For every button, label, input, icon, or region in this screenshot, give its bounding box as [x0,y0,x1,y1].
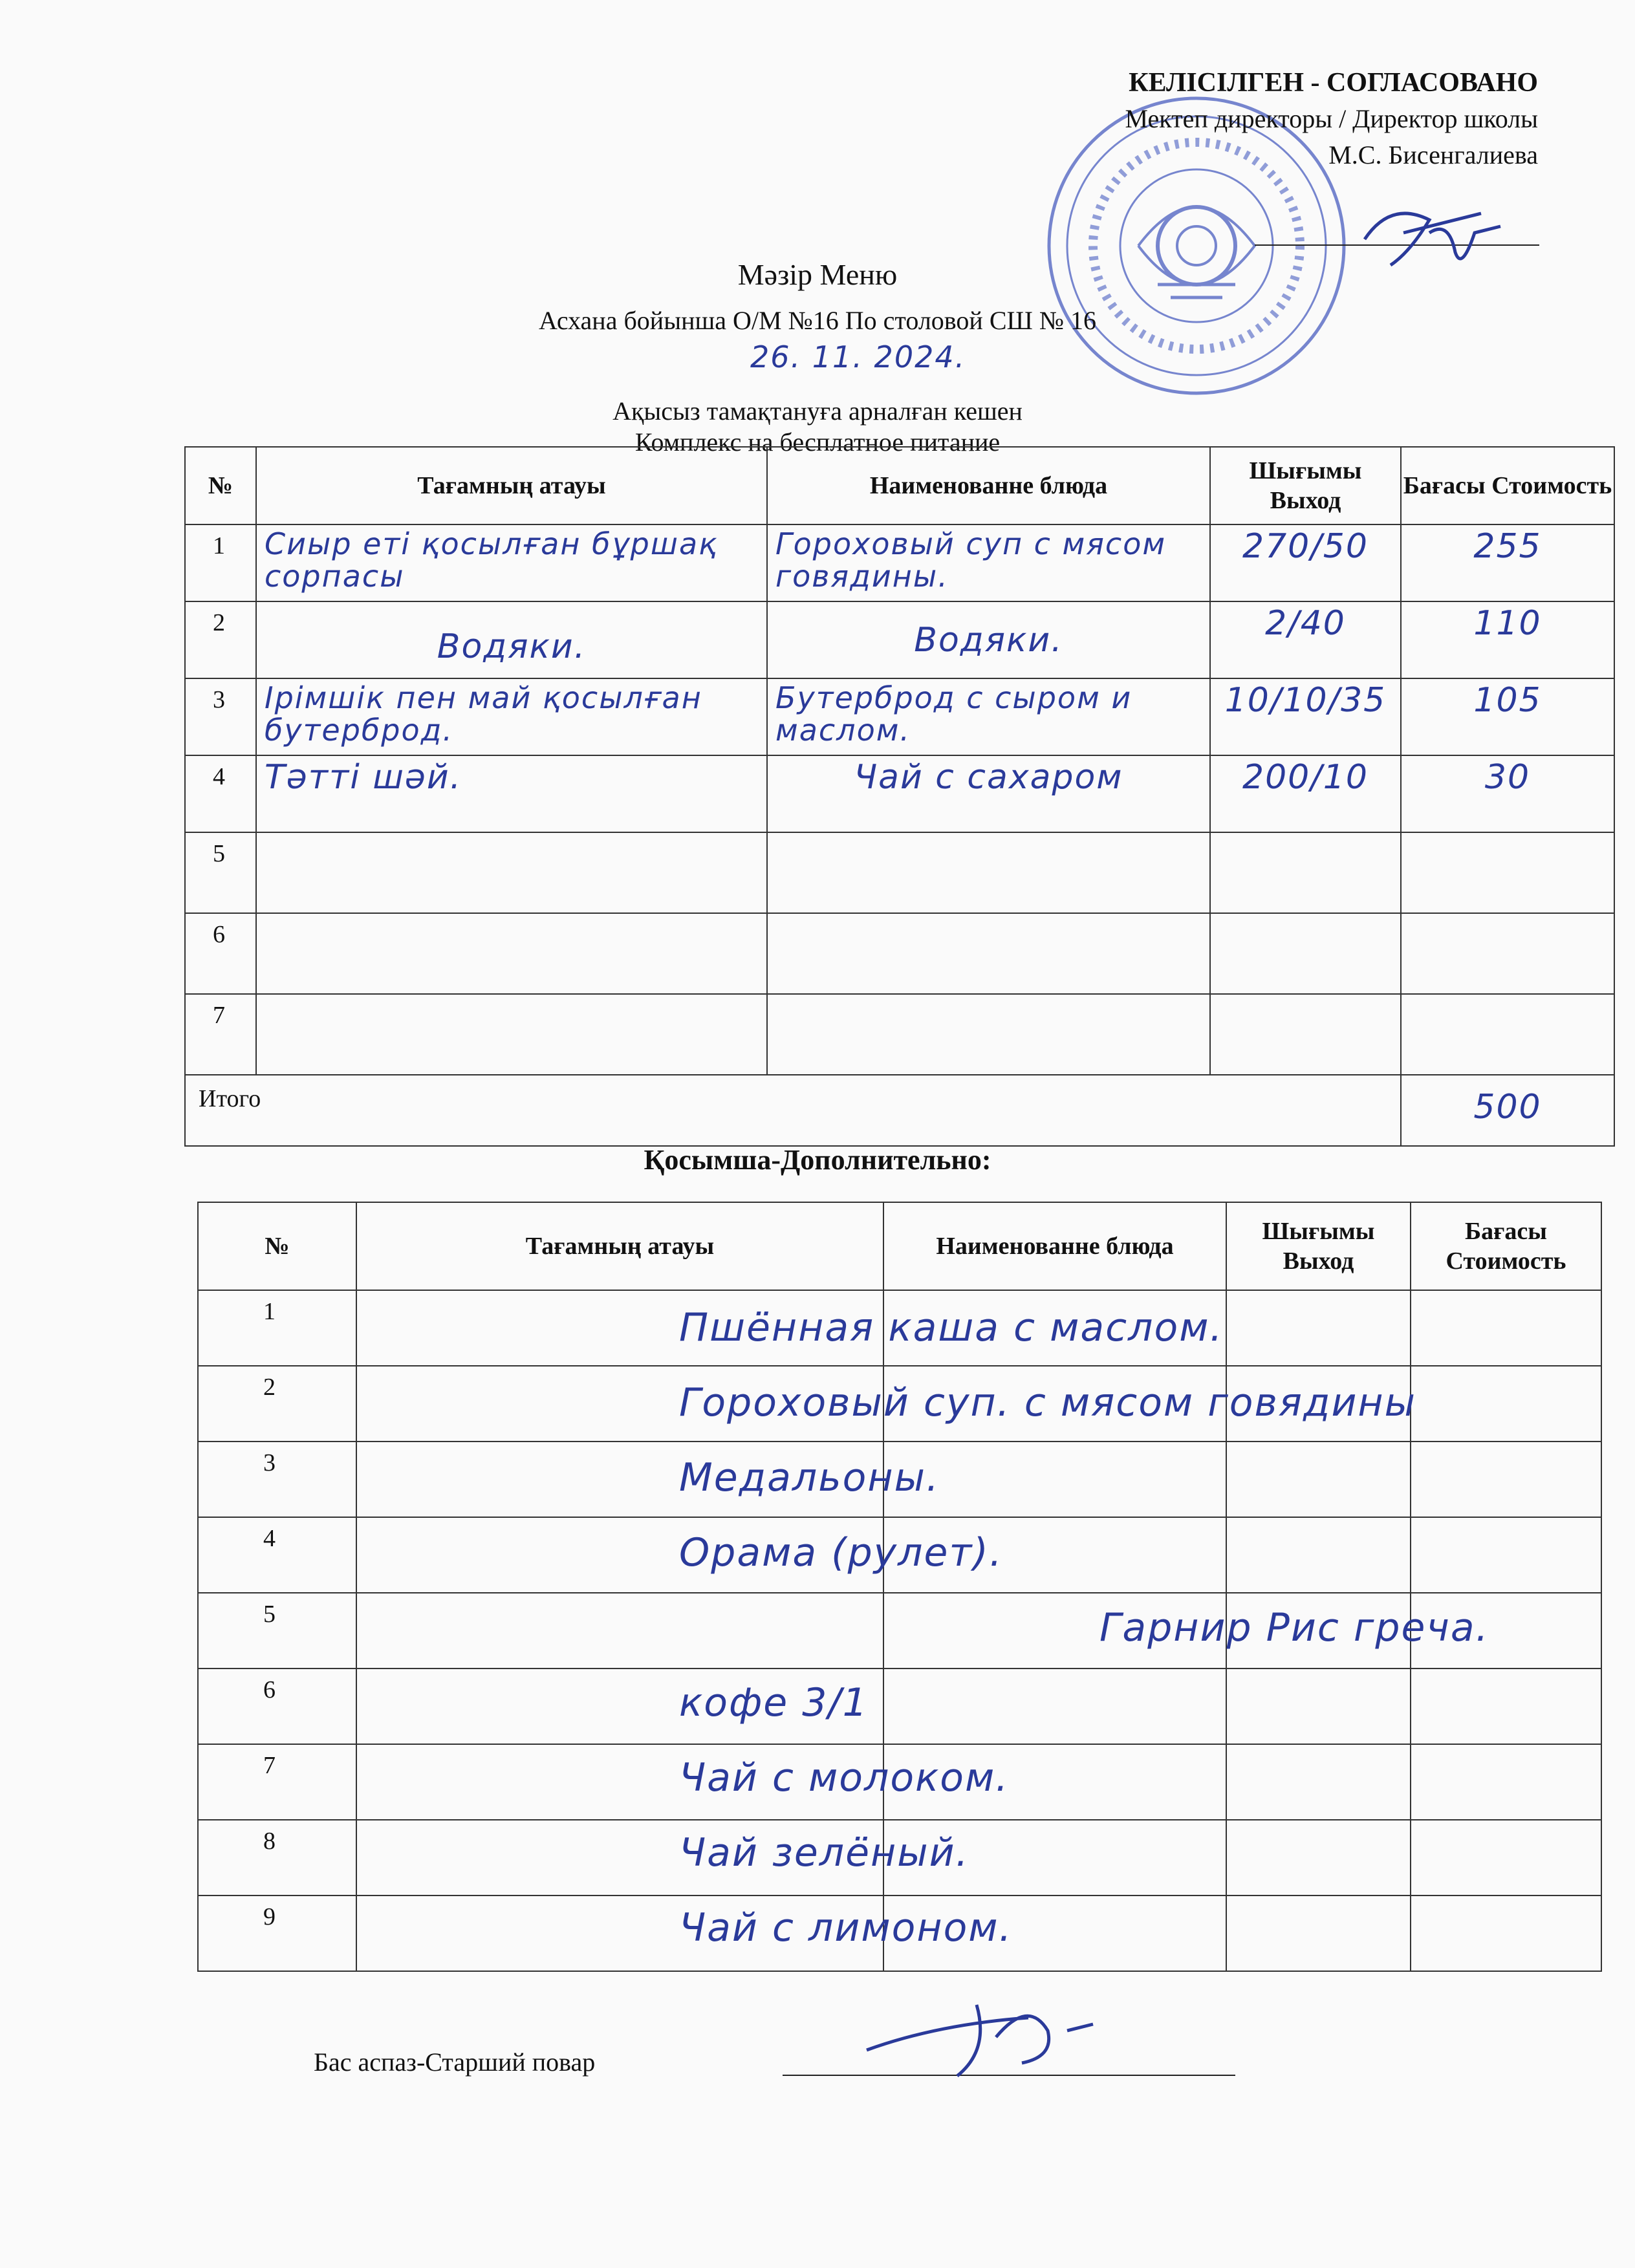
extra-item: Пшённая каша с маслом. [679,1305,1224,1350]
table-row [185,524,1614,601]
dish-price: 255 [1473,527,1542,566]
row-num: 6 [185,913,256,994]
row-num: 4 [198,1517,356,1593]
dish-name-kz: Ірімшік пен май қосылған бутерброд. [265,680,702,748]
dish-name-ru: Бутерброд с сыром и маслом. [775,680,1132,748]
row-num: 6 [198,1669,356,1744]
dish-output: 200/10 [1242,758,1369,797]
row-num: 4 [185,755,256,832]
extra-item: Гарнир Рис греча. [1099,1605,1489,1650]
row-num: 9 [198,1895,356,1971]
total-label: Итого [185,1075,1401,1146]
dish-name-ru: Гороховый суп с мясом говядины. [775,526,1167,594]
row-num: 1 [198,1290,356,1366]
complex-title-kz: Ақысыз тамақтануға арналған кешен [612,396,1023,426]
dish-output: 10/10/35 [1224,681,1387,720]
table-row [185,913,1614,994]
free-meal-table [184,446,1615,1147]
col-output: Шығымы Выход [1210,447,1401,524]
extra-item: Чай зелёный. [679,1830,969,1875]
extra-item: Гороховый суп. с мясом говядины [679,1380,1417,1425]
extra-items-handwritten [679,1290,1489,1965]
total-value: 500 [1473,1088,1542,1127]
row-num: 5 [185,832,256,913]
approval-position: Мектеп директоры / Директор школы [1125,104,1538,133]
dish-name-kz: Сиыр еті қосылған бұршақ сорпасы [265,526,718,594]
table-row [185,601,1614,678]
col-num: № [198,1202,356,1290]
row-num: 7 [185,994,256,1075]
row-num: 2 [185,601,256,678]
table-row [185,832,1614,913]
dish-name-ru: Чай с сахаром [854,758,1123,797]
col-num: № [185,447,256,524]
row-num: 5 [198,1593,356,1669]
dish-output: 2/40 [1265,604,1346,643]
dish-price: 110 [1473,604,1542,643]
extra-item: Чай с лимоном. [679,1905,1013,1950]
dish-price: 105 [1473,681,1542,720]
extra-item: Чай с молоком. [679,1755,1010,1800]
row-num: 3 [198,1442,356,1517]
row-num: 2 [198,1366,356,1442]
approval-name: М.С. Бисенгалиева [1328,140,1538,169]
chef-signature [860,1985,1132,2082]
col-price: Бағасы Стоимость [1411,1202,1601,1290]
row-num: 3 [185,678,256,755]
page-title: Мәзір Меню [737,258,898,291]
row-num: 7 [198,1744,356,1820]
dish-name-kz: Тәтті шәй. [265,758,462,797]
row-num: 1 [185,524,256,601]
approval-block [1125,65,1538,173]
chef-label: Бас аспаз-Старший повар [314,2047,596,2077]
page-subtitle: Асхана бойынша О/М №16 По столовой СШ № 16 [538,306,1097,335]
col-name-ru: Наименованне блюда [767,447,1210,524]
menu-date: 26. 11. 2024. [750,340,966,374]
col-output: Шығымы Выход [1226,1202,1411,1290]
col-name-kz: Тағамның атауы [256,447,767,524]
complex-title-ru: Комплекс на бесплатное питание [634,427,1001,457]
extra-section-title: Қосымша-Дополнительно: [644,1144,991,1176]
col-name-ru: Наименованне блюда [883,1202,1226,1290]
col-price: Бағасы Стоимость [1401,447,1614,524]
dish-price: 30 [1484,758,1531,797]
table-row [185,755,1614,832]
extra-item: Медальоны. [679,1455,940,1500]
extra-item: Орама (рулет). [679,1530,1003,1575]
dish-name-kz: Водяки. [437,627,587,666]
table-row [185,994,1614,1075]
extra-item: кофе 3/1 [679,1680,869,1725]
dish-output: 270/50 [1242,527,1369,566]
row-num: 8 [198,1820,356,1895]
total-row [185,1075,1614,1146]
dish-name-ru: Водяки. [914,621,1063,660]
col-name-kz: Тағамның атауы [356,1202,883,1290]
approval-heading: КЕЛІСІЛГЕН - СОГЛАСОВАНО [1129,68,1538,98]
table-row [185,678,1614,755]
